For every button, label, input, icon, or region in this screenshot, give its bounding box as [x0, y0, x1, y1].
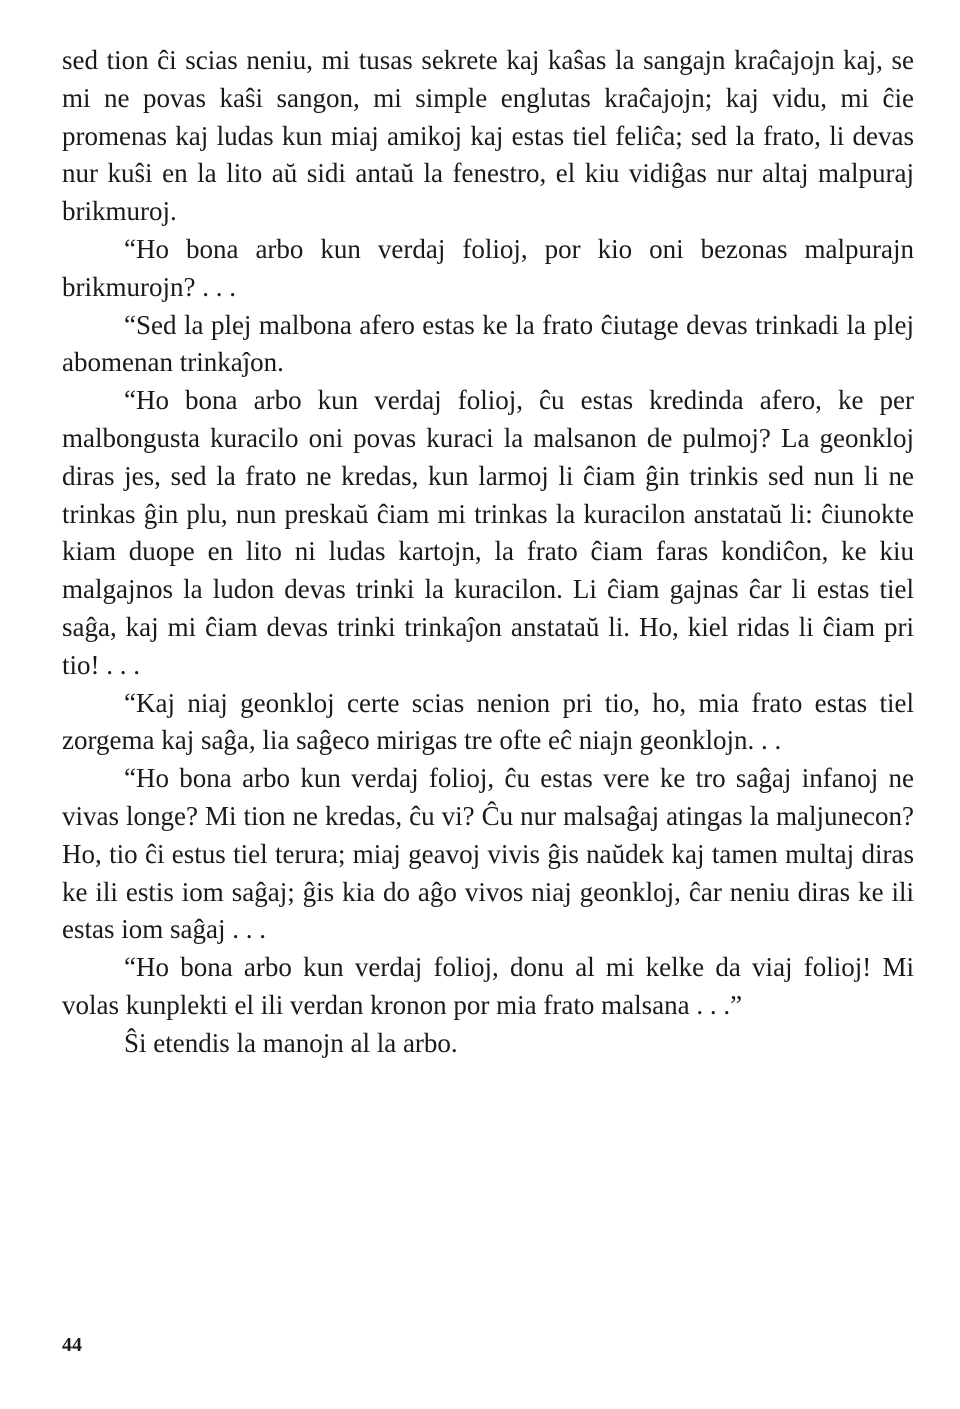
paragraph: “Ho bona arbo kun verdaj folioj, ĉu estas vere ke tro saĝaj infanoj ne vivas longe? Mi tion ne kredas, ĉu vi? Ĉu nur malsaĝaj atingas la maljunecon? Ho, tio ĉi estus tiel terura; miaj geavoj vivis ĝis naŭdek kaj tamen multaj diras ke ili estis iom saĝaj; ĝis kia do aĝo vivos niaj geonkloj, ĉar neniu diras ke ili estas iom saĝaj . . .	[62, 763, 914, 945]
page-text	[62, 42, 914, 1063]
paragraph: Ŝi etendis la manojn al la arbo.	[124, 1027, 458, 1058]
page-number: 44	[62, 1334, 82, 1356]
paragraph: “Ho bona arbo kun verdaj folioj, ĉu estas kredinda afero, ke per malbongusta kuracilo oni povas kuraci la malsanon de pulmoj? La geonkloj diras jes, sed la frato ne kredas, kun larmoj li ĉiam ĝin trinkis sed nun li ne trinkas ĝin plu, nun preskaŭ ĉiam mi trinkas la kuracilon anstataŭ li: ĉiunokte kiam duope en lito ni ludas kartojn, la frato ĉiam faras kondiĉon, ke kiu malgajnos la ludon devas trinki la kuracilon. Li ĉiam gajnas ĉar li estas tiel saĝa, kaj mi ĉiam devas trinki trinkaĵon anstataŭ li. Ho, kiel ridas li ĉiam pri tio! . . .	[62, 385, 914, 680]
paragraph: “Sed la plej malbona afero estas ke la frato ĉiutage devas trinkadi la plej abomenan trinkaĵon.	[62, 309, 914, 378]
paragraph-continued: sed tion ĉi scias neniu, mi tusas sekrete kaj kaŝas la sangajn kraĉajojn kaj, se mi ne povas kaŝi sangon, mi simple englutas kraĉajojn; kaj vidu, mi ĉie promenas kaj ludas kun miaj amikoj kaj estas tiel feliĉa; sed la frato, li devas nur kuŝi en la lito aŭ sidi antaŭ la fenestro, el kiu vidiĝas nur altaj malpuraj brikmuroj.	[62, 45, 914, 227]
paragraph: “Ho bona arbo kun verdaj folioj, por kio oni bezonas malpurajn brikmurojn? . . .	[62, 233, 914, 302]
paragraph: “Ho bona arbo kun verdaj folioj, donu al mi kelke da viaj folioj! Mi volas kunplekti el ili verdan kronon por mia frato malsana . . .”	[62, 952, 914, 1020]
paragraph: “Kaj niaj geonkloj certe scias nenion pri tio, ho, mia frato estas tiel zorgema kaj saĝa, lia saĝeco mirigas tre ofte eĉ niajn geonklojn. . .	[62, 687, 914, 756]
